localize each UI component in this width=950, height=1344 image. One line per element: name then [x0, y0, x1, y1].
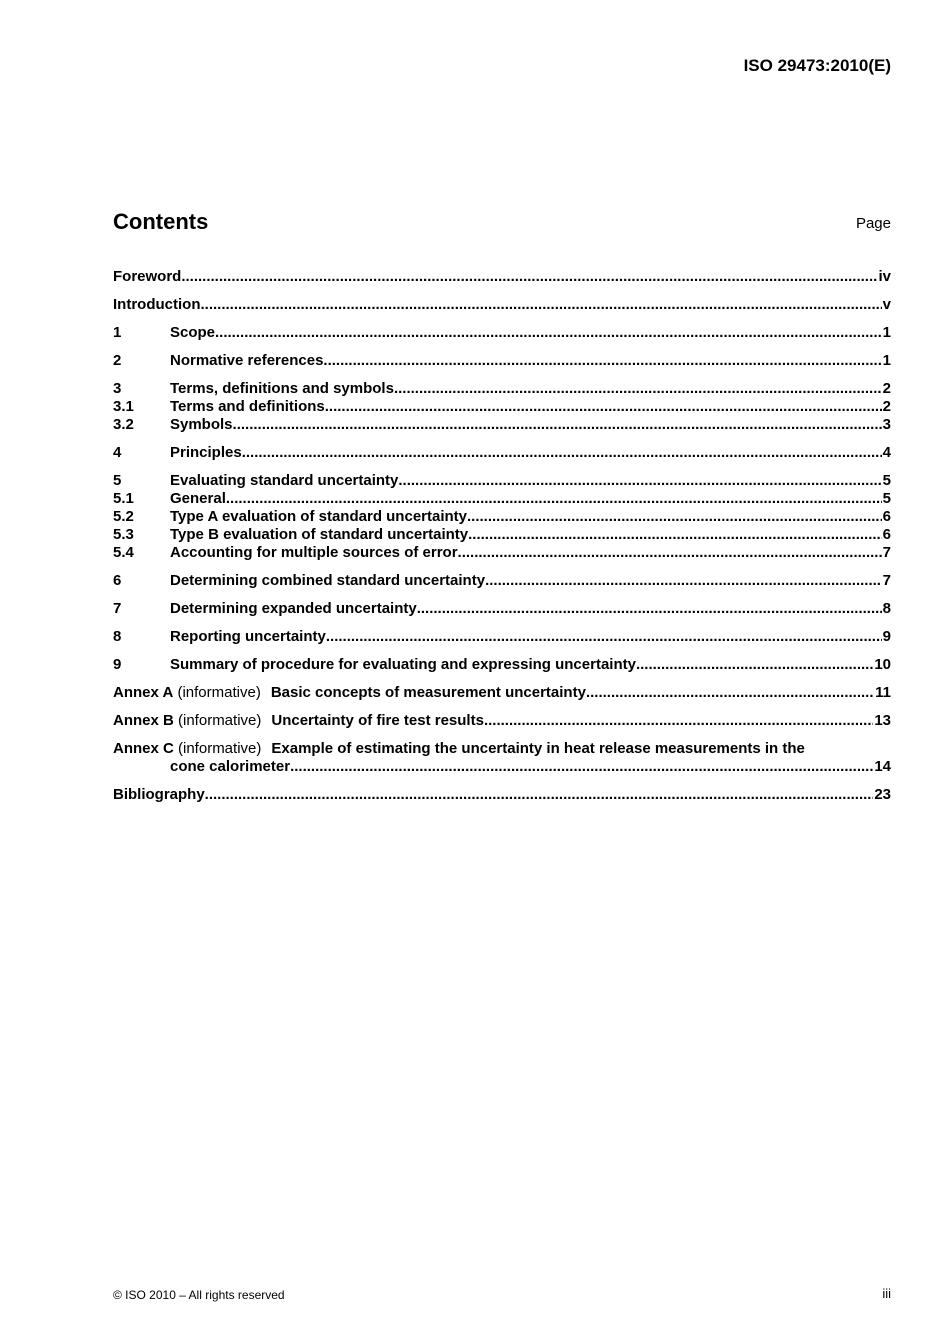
toc-page: 1: [882, 352, 891, 369]
toc-entry-scope[interactable]: [113, 324, 891, 342]
toc-entry-summary-of-procedure[interactable]: [113, 656, 891, 674]
toc-entry-principles[interactable]: [113, 444, 891, 462]
toc-page: 10: [874, 656, 891, 673]
toc-page: 14: [874, 758, 891, 775]
table-of-contents: [113, 268, 891, 804]
toc-page: 4: [882, 444, 891, 461]
toc-title: Accounting for multiple sources of error: [170, 544, 458, 561]
toc-title: Scope: [170, 324, 216, 341]
toc-title: Type A evaluation of standard uncertainty: [170, 508, 467, 525]
toc-entry-terms-and-definitions[interactable]: [113, 398, 891, 416]
toc-title-continued: cone calorimeter: [170, 758, 291, 775]
toc-title: Example of estimating the uncertainty in heat release measurements in the: [271, 740, 805, 757]
toc-entry-normative-references[interactable]: [113, 352, 891, 370]
toc-entry-foreword[interactable]: [113, 268, 891, 286]
toc-title: Type B evaluation of standard uncertainty: [170, 526, 469, 543]
document-id: ISO 29473:2010(E): [743, 56, 891, 75]
toc-number: 6: [113, 572, 122, 589]
toc-page: v: [882, 296, 891, 313]
toc-title: Basic concepts of measurement uncertainty: [270, 684, 586, 701]
toc-number: 3.2: [113, 416, 134, 433]
toc-title: Bibliography: [113, 786, 205, 803]
toc-title: Determining expanded uncertainty: [170, 600, 417, 617]
toc-page: 13: [874, 712, 891, 729]
toc-number: 5.1: [113, 490, 134, 507]
toc-entry-type-a-evaluation[interactable]: [113, 508, 891, 526]
toc-entry-annex-b[interactable]: [113, 712, 891, 730]
toc-number: 7: [113, 600, 122, 617]
toc-page: 5: [882, 490, 891, 507]
annex-informative: (informative): [178, 740, 262, 757]
annex-label: Annex C: [113, 740, 174, 757]
toc-number: 5.3: [113, 526, 134, 543]
annex-informative: (informative): [177, 684, 261, 701]
toc-page: 6: [882, 508, 891, 525]
annex-label: Annex A: [113, 684, 174, 701]
copyright-notice: © ISO 2010 – All rights reserved: [113, 1288, 285, 1302]
toc-title: Normative references: [170, 352, 324, 369]
toc-title: Principles: [170, 444, 242, 461]
toc-number: 1: [113, 324, 122, 341]
toc-number: 5: [113, 472, 122, 489]
page-column-label: Page: [855, 215, 891, 232]
toc-entry-type-b-evaluation[interactable]: [113, 526, 891, 544]
toc-title: Reporting uncertainty: [170, 628, 326, 645]
toc-title: General: [170, 490, 226, 507]
toc-page: 2: [882, 398, 891, 415]
toc-title: Determining combined standard uncertainty: [170, 572, 486, 589]
toc-number: 2: [113, 352, 122, 369]
toc-entry-terms-definitions-symbols[interactable]: [113, 380, 891, 398]
toc-number: 9: [113, 656, 122, 673]
toc-number: 5.2: [113, 508, 134, 525]
toc-entry-reporting-uncertainty[interactable]: [113, 628, 891, 646]
toc-number: 8: [113, 628, 122, 645]
toc-number: 4: [113, 444, 122, 461]
toc-title: Summary of procedure for evaluating and expressing uncertainty: [170, 656, 636, 673]
toc-number: 3: [113, 380, 122, 397]
toc-page: 3: [882, 416, 891, 433]
toc-entry-general[interactable]: [113, 490, 891, 508]
toc-title: Uncertainty of fire test results: [271, 712, 484, 729]
toc-entry-combined-standard-uncertainty[interactable]: [113, 572, 891, 590]
toc-entry-annex-a[interactable]: [113, 684, 891, 702]
toc-entry-bibliography[interactable]: [113, 786, 891, 804]
toc-entry-symbols[interactable]: [113, 416, 891, 434]
annex-label: Annex B: [113, 712, 174, 729]
toc-page: 7: [882, 544, 891, 561]
toc-entry-introduction[interactable]: [113, 296, 891, 314]
toc-page: 8: [882, 600, 891, 617]
toc-page: iv: [878, 268, 891, 285]
toc-number: 3.1: [113, 398, 134, 415]
toc-title: Introduction: [113, 296, 201, 313]
toc-page: 5: [882, 472, 891, 489]
toc-number: 5.4: [113, 544, 134, 561]
toc-page: 1: [882, 324, 891, 341]
toc-entry-expanded-uncertainty[interactable]: [113, 600, 891, 618]
toc-page: 6: [882, 526, 891, 543]
annex-informative: (informative): [178, 712, 262, 729]
contents-header: [113, 209, 891, 239]
toc-page: 11: [875, 684, 891, 701]
toc-title: Evaluating standard uncertainty: [170, 472, 399, 489]
toc-page: 23: [874, 786, 891, 803]
toc-title: Foreword: [113, 268, 182, 285]
toc-page: 9: [882, 628, 891, 645]
page-number: iii: [882, 1286, 891, 1301]
contents-title: Contents: [113, 209, 209, 234]
toc-entry-annex-c[interactable]: [113, 740, 891, 776]
toc-title: Terms, definitions and symbols: [170, 380, 394, 397]
toc-title: Symbols: [170, 416, 233, 433]
toc-page: 7: [882, 572, 891, 589]
toc-title: Terms and definitions: [170, 398, 325, 415]
toc-page: 2: [882, 380, 891, 397]
toc-entry-multiple-sources-of-error[interactable]: [113, 544, 891, 562]
toc-entry-evaluating-standard-uncertainty[interactable]: [113, 472, 891, 490]
